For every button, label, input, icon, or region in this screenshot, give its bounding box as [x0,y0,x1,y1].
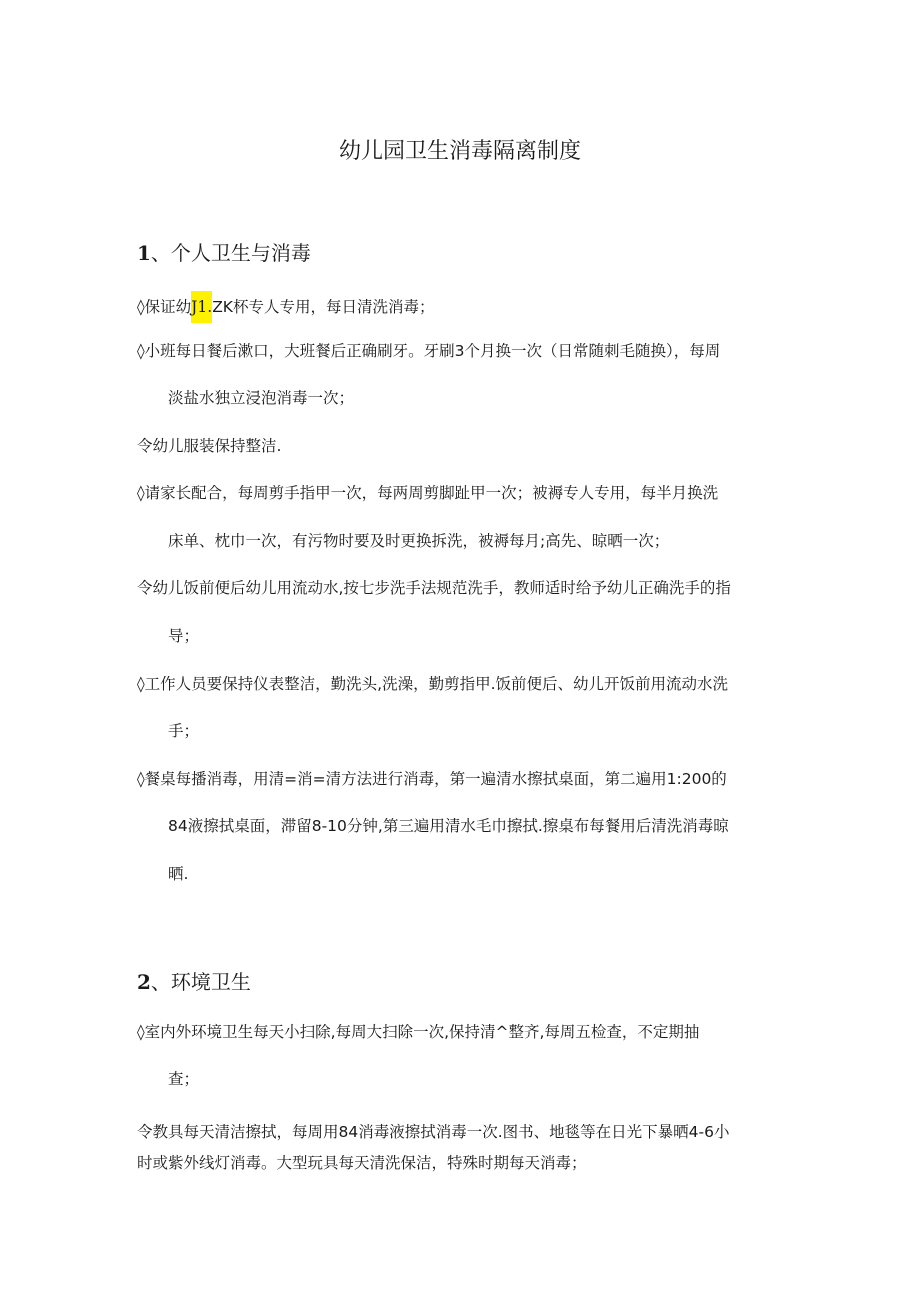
text-run: ZK杯专人专用，每日清洗消毒； [212,298,435,316]
paragraph-line: 导； [168,627,200,645]
section-number: 2 [137,970,151,994]
paragraph-line: ◊小班每日餐后漱口，大班餐后正确刷牙。牙刷3个月换一次（日常随刺毛随换），每周 [137,342,721,360]
section-title: 、环境卫生 [150,970,251,994]
paragraph-line: ◊室内外环境卫生每天小扫除,每周大扫除一次,保持清^整齐,每周五检查，不定期抽 [137,1023,700,1041]
section-heading-1 [137,237,311,266]
text-run: ◊保证幼 [137,298,192,316]
paragraph-line: ◊请家长配合，每周剪手指甲一次，每两周剪脚趾甲一次；被褥专人专用，每半月换洗 [137,484,719,502]
section-title: 、个人卫生与消毒 [150,241,311,265]
paragraph-line: ◊工作人员要保持仪表整洁，勤洗头,洗澡，勤剪指甲.饭前便后、幼儿开饭前用流动水洗 [137,675,729,693]
paragraph-line: 令幼儿饭前便后幼儿用流动水,按七步洗手法规范洗手，教师适时给予幼儿正确洗手的指 [137,579,731,597]
paragraph-line [137,291,434,323]
paragraph-line: 时或紫外线灯消毒。大型玩具每天清洗保洁，特殊时期每天消毒； [137,1154,587,1172]
paragraph-line: 查； [168,1070,200,1088]
section-number: 1 [137,241,151,265]
paragraph-line: 84液擦拭桌面，滞留8-10分钟,第三遍用清水毛巾擦拭.擦桌布每餐用后清洗消毒晾 [168,817,729,835]
paragraph-line: 令教具每天清洁擦拭，每周用84消毒液擦拭消毒一次.图书、地毯等在日光下暴晒4-6小 [137,1123,730,1141]
paragraph-line: 令幼儿服装保持整洁. [137,437,282,455]
paragraph-line: ◊餐桌每播消毒，用清=消=清方法进行消毒，第一遍清水擦拭桌面，第二遍用1:200的 [137,770,727,788]
section-heading-2 [137,966,251,995]
paragraph-line: 淡盐水独立浸泡消毒一次； [168,389,355,407]
highlighted-text: J1. [191,291,212,323]
paragraph-line: 床单、枕巾一次，有污物时要及时更换拆洗，被褥每月;高先、晾晒一次； [168,532,670,550]
paragraph-line: 晒. [168,865,189,883]
paragraph-line: 手； [168,722,200,740]
document-title: 幼儿园卫生消毒隔离制度 [338,139,581,164]
